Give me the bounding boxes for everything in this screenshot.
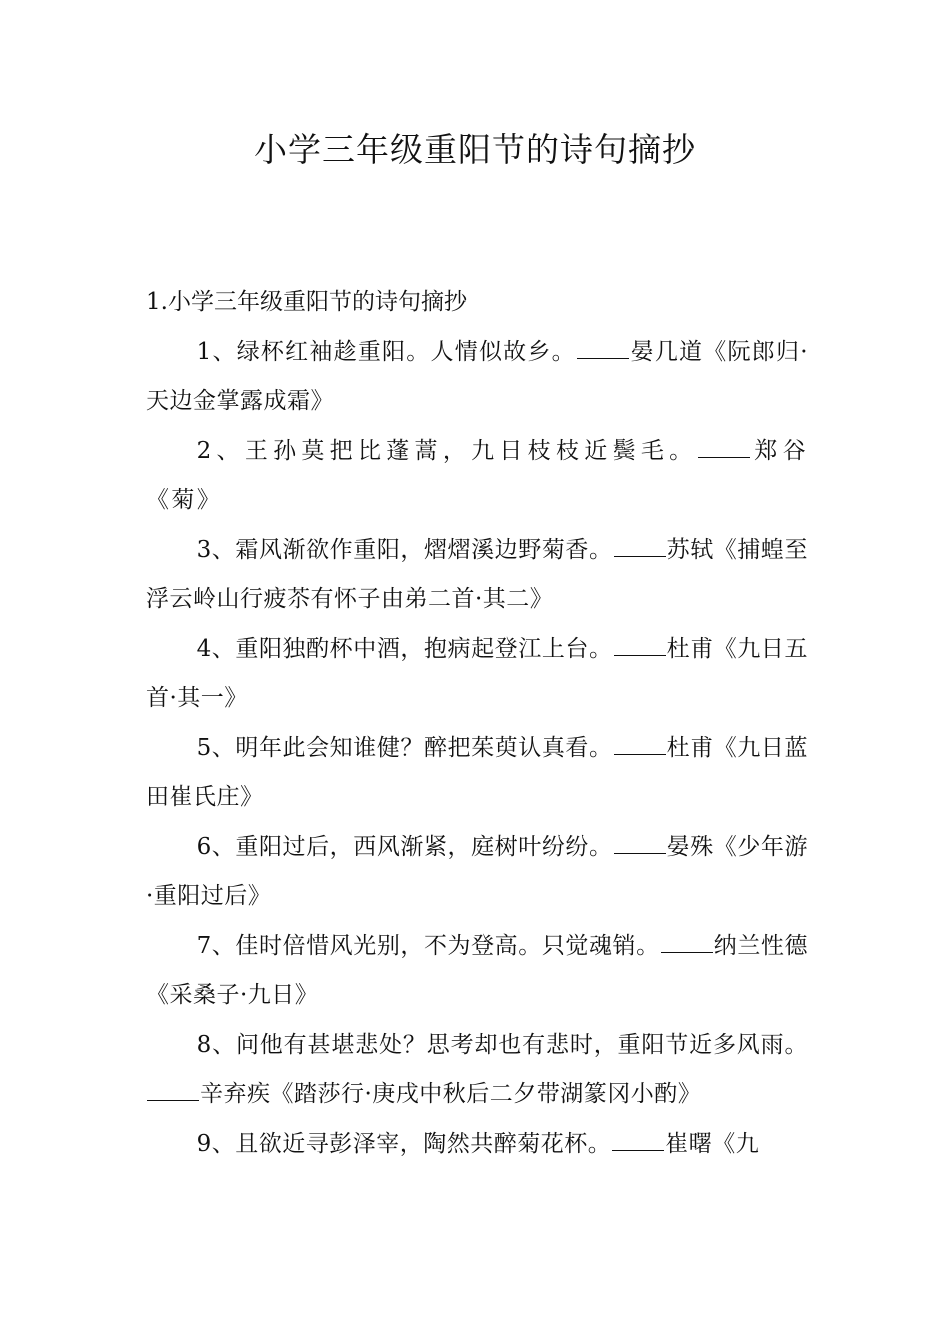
item-source: 苏轼《捕蝗至浮云岭山行疲苶有怀子由弟二首·其二》	[146, 536, 809, 612]
poem-item-4	[146, 625, 808, 724]
item-index: 4、	[196, 635, 236, 662]
poem-item-3	[146, 526, 808, 625]
poem-item-8	[146, 1021, 808, 1120]
section-heading: 1.小学三年级重阳节的诗句摘抄	[146, 289, 467, 315]
item-index: 9、	[196, 1130, 236, 1157]
blank-line	[614, 729, 666, 754]
item-index: 3、	[196, 536, 236, 563]
item-verse: 霜风渐欲作重阳，熠熠溪边野菊香。	[235, 536, 613, 563]
blank-line	[614, 828, 666, 853]
item-index: 1、	[196, 338, 237, 365]
poem-item-7	[146, 922, 808, 1021]
poem-item-6	[146, 823, 808, 922]
item-source: 晏殊《少年游·重阳过后》	[146, 833, 809, 909]
blank-line	[661, 927, 713, 952]
item-source: 杜甫《九日蓝田崔氏庄》	[146, 734, 809, 810]
item-verse: 重阳过后，西风渐紧，庭树叶纷纷。	[235, 833, 613, 860]
item-verse: 佳时倍惜风光别，不为登高。只觉魂销。	[235, 932, 660, 959]
blank-line	[614, 531, 666, 556]
item-index: 7、	[196, 932, 236, 959]
item-index: 5、	[196, 734, 236, 761]
poem-item-1	[146, 328, 808, 427]
blank-line	[698, 432, 750, 457]
item-source: 崔曙《九	[665, 1130, 760, 1157]
document-body	[146, 278, 808, 1169]
blank-line	[147, 1076, 199, 1101]
item-index: 8、	[196, 1031, 236, 1058]
item-source: 纳兰性德《采桑子·九日》	[146, 932, 808, 1008]
item-source: 郑谷《菊》	[146, 437, 808, 513]
item-verse: 问他有甚堪悲处？思考却也有悲时，重阳节近多风雨。	[235, 1031, 809, 1058]
poem-item-5	[146, 724, 808, 823]
item-source: 杜甫《九日五首·其一》	[146, 635, 809, 711]
document-title: 小学三年级重阳节的诗句摘抄	[254, 130, 696, 169]
item-source: 辛弃疾《踏莎行·庚戌中秋后二夕带湖篆冈小酌》	[200, 1081, 702, 1107]
item-verse: 绿杯红袖趁重阳。人情似故乡。	[236, 338, 576, 365]
item-verse: 重阳独酌杯中酒，抱病起登江上台。	[235, 635, 613, 662]
item-verse: 明年此会知谁健？醉把茱萸认真看。	[235, 734, 613, 761]
item-verse: 王孙莫把比蓬蒿，九日枝枝近鬓毛。	[244, 437, 698, 464]
blank-line	[614, 630, 666, 655]
item-index: 6、	[196, 833, 236, 860]
item-verse: 且欲近寻彭泽宰，陶然共醉菊花杯。	[235, 1130, 612, 1157]
poem-item-9	[146, 1120, 808, 1170]
item-source: 晏几道《阮郎归·天边金掌露成霜》	[146, 338, 809, 414]
item-index: 2、	[196, 437, 245, 464]
poem-item-2	[146, 427, 808, 526]
blank-line	[612, 1125, 664, 1150]
blank-line	[577, 333, 629, 358]
